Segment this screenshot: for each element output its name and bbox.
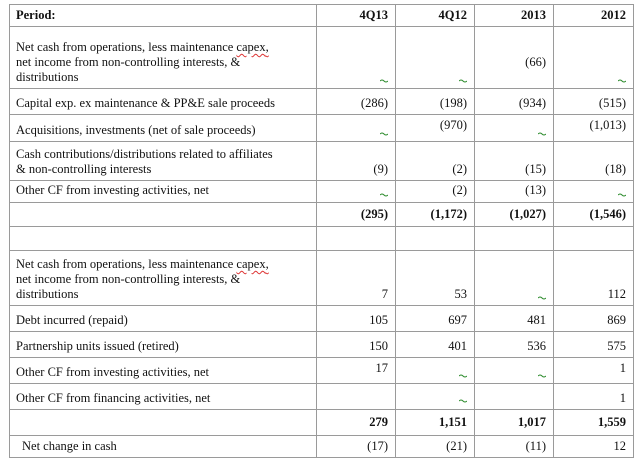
row-label-empty (10, 203, 317, 227)
dash-icon (538, 132, 546, 136)
cell-4q12: (2) (396, 142, 475, 181)
cash-flow-table (9, 4, 634, 458)
spacer-cell (317, 227, 396, 251)
cell-2012: 12 (554, 436, 634, 458)
total-2013: (1,027) (475, 203, 554, 227)
cell-4q13 (317, 27, 396, 89)
total-2012: (1,546) (554, 203, 634, 227)
spacer-cell (10, 227, 317, 251)
row-label: Other CF from investing activities, net (10, 358, 317, 384)
row-label: Capital exp. ex maintenance & PP&E sale proceeds (10, 89, 317, 115)
cell-4q13: (9) (317, 142, 396, 181)
spacer-row (10, 227, 634, 251)
cell-4q12: (2) (396, 181, 475, 203)
header-row (10, 5, 634, 27)
cell-2012: (18) (554, 142, 634, 181)
cell-2012: 1 (554, 358, 634, 384)
dash-icon (380, 193, 388, 197)
total-2013: 1,017 (475, 410, 554, 436)
label-line2: net income from non-controlling interests, & (16, 272, 241, 286)
cell-4q12 (396, 358, 475, 384)
cell-2013: (15) (475, 142, 554, 181)
row-label: Other CF from investing activities, net (10, 181, 317, 203)
investing-row-acquisitions (10, 115, 634, 142)
row-label: Other CF from financing activities, net (10, 384, 317, 410)
cell-4q13: 150 (317, 332, 396, 358)
investing-row-net-cash-ops (10, 27, 634, 89)
cell-2013: 536 (475, 332, 554, 358)
financing-row-units (10, 332, 634, 358)
label-line3: distributions (16, 287, 79, 301)
financing-row-net-cash-ops (10, 251, 634, 306)
financing-row-other-financing (10, 384, 634, 410)
cell-2013: (13) (475, 181, 554, 203)
spacer-cell (554, 227, 634, 251)
col-header-4q12: 4Q12 (396, 5, 475, 27)
dash-icon (538, 296, 546, 300)
dash-icon (538, 374, 546, 378)
cell-2012: 1 (554, 384, 634, 410)
label-line2: & non-controlling interests (16, 162, 152, 176)
cell-2012 (554, 27, 634, 89)
row-label (10, 142, 317, 181)
financing-total-row (10, 410, 634, 436)
cell-4q12: (198) (396, 89, 475, 115)
cell-4q13: 105 (317, 306, 396, 332)
dash-icon (380, 132, 388, 136)
cell-2012: 575 (554, 332, 634, 358)
cell-2013 (475, 384, 554, 410)
cell-4q13: 7 (317, 251, 396, 306)
cell-4q13: (17) (317, 436, 396, 458)
cell-4q12: 697 (396, 306, 475, 332)
row-label: Partnership units issued (retired) (10, 332, 317, 358)
cell-4q12 (396, 384, 475, 410)
dash-icon (618, 193, 626, 197)
cell-2012: (1,013) (554, 115, 634, 142)
cell-2012: 869 (554, 306, 634, 332)
investing-total-row (10, 203, 634, 227)
cell-2013: 481 (475, 306, 554, 332)
total-4q12: 1,151 (396, 410, 475, 436)
period-label: Period: (10, 5, 317, 27)
cell-4q12: (970) (396, 115, 475, 142)
cell-2012: 112 (554, 251, 634, 306)
row-label: Debt incurred (repaid) (10, 306, 317, 332)
cell-4q12 (396, 27, 475, 89)
cell-4q13: 17 (317, 358, 396, 384)
dash-icon (459, 374, 467, 378)
dash-icon (459, 399, 467, 403)
cell-4q13 (317, 384, 396, 410)
label-line1: Cash contributions/distributions related to affiliates (16, 147, 273, 161)
dash-icon (459, 79, 467, 83)
cell-2013 (475, 115, 554, 142)
dash-icon (618, 79, 626, 83)
row-label (10, 251, 317, 306)
investing-row-affiliates (10, 142, 634, 181)
investing-row-other (10, 181, 634, 203)
dash-icon (380, 79, 388, 83)
label-line1-pre: Net cash from operations, less maintenance (16, 40, 237, 54)
label-line3: distributions (16, 70, 79, 84)
cell-4q12: 53 (396, 251, 475, 306)
net-change-row (10, 436, 634, 458)
row-label-empty (10, 410, 317, 436)
col-header-4q13: 4Q13 (317, 5, 396, 27)
cell-2012 (554, 181, 634, 203)
col-header-2012: 2012 (554, 5, 634, 27)
label-line1-word: capex (236, 257, 266, 271)
label-line2: net income from non-controlling interests, & (16, 55, 241, 69)
cell-2013 (475, 251, 554, 306)
label-line1-post: , (265, 257, 269, 271)
cell-2013 (475, 358, 554, 384)
cash-flow-table-frame (9, 4, 633, 464)
spacer-cell (475, 227, 554, 251)
cell-4q12: (21) (396, 436, 475, 458)
cell-2013: (66) (475, 27, 554, 89)
label-line1-post: , (265, 40, 269, 54)
total-4q12: (1,172) (396, 203, 475, 227)
row-label: Acquisitions, investments (net of sale proceeds) (10, 115, 317, 142)
label-line1-word: capex (236, 40, 266, 54)
cell-4q13 (317, 181, 396, 203)
total-4q13: 279 (317, 410, 396, 436)
cell-4q12: 401 (396, 332, 475, 358)
col-header-2013: 2013 (475, 5, 554, 27)
financing-row-other-investing (10, 358, 634, 384)
cell-2013: (11) (475, 436, 554, 458)
investing-row-capex (10, 89, 634, 115)
cell-2013: (934) (475, 89, 554, 115)
cell-2012: (515) (554, 89, 634, 115)
cell-4q13: (286) (317, 89, 396, 115)
spacer-cell (396, 227, 475, 251)
row-label (10, 27, 317, 89)
total-2012: 1,559 (554, 410, 634, 436)
label-line1-pre: Net cash from operations, less maintenance (16, 257, 237, 271)
row-label: Net change in cash (10, 436, 317, 458)
total-4q13: (295) (317, 203, 396, 227)
financing-row-debt (10, 306, 634, 332)
cell-4q13 (317, 115, 396, 142)
